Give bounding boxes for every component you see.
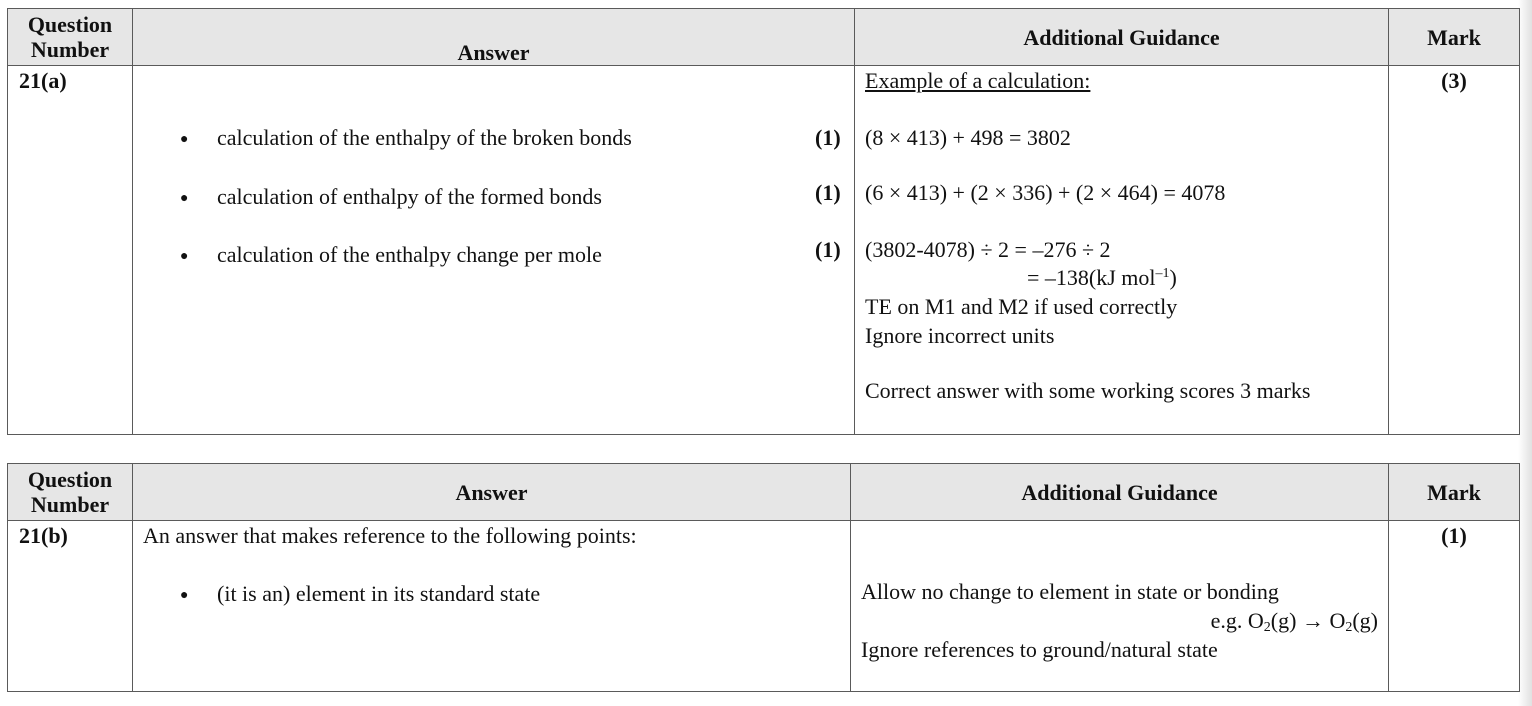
- header-answer: Answer: [133, 464, 851, 521]
- guidance-calc-broken: (8 × 413) + 498 = 3802: [865, 125, 1071, 150]
- guidance-te-note: TE on M1 and M2 if used correctly: [865, 294, 1178, 319]
- answer-point-3: calculation of the enthalpy change per mole: [217, 242, 602, 267]
- table-row: [8, 66, 1520, 435]
- guidance-allow: Allow no change to element in state or bonding: [861, 579, 1279, 604]
- guidance-ignore: Ignore references to ground/natural state: [861, 637, 1218, 662]
- answer-point-1: (it is an) element in its standard state: [217, 581, 541, 606]
- example-subscript-2: 2: [1345, 620, 1353, 635]
- result-value: = –138(kJ mol: [1027, 265, 1156, 290]
- bullet: ●: [180, 588, 189, 603]
- total-mark: (3): [1389, 66, 1520, 435]
- answer-cell: [133, 521, 851, 692]
- example-end: (g): [1352, 608, 1378, 633]
- bullet: ●: [180, 132, 189, 147]
- header-question-number: Question Number: [8, 9, 133, 66]
- question-number: 21(a): [8, 66, 133, 435]
- header-mark: Mark: [1389, 464, 1520, 521]
- header-mark: Mark: [1389, 9, 1520, 66]
- answer-intro: An answer that makes reference to the following points:: [143, 523, 637, 548]
- total-mark: (1): [1389, 521, 1520, 692]
- example-subscript-1: 2: [1263, 620, 1271, 635]
- guidance-calc-change: (3802-4078) ÷ 2 = –276 ÷ 2: [865, 237, 1111, 262]
- header-question-number: Question Number: [8, 464, 133, 521]
- mark-scheme-table-21b: [7, 463, 1520, 692]
- example-prefix: e.g. O: [1210, 608, 1264, 633]
- guidance-cell: [855, 66, 1389, 435]
- answer-point-3-mark: (1): [815, 237, 841, 262]
- answer-point-2-mark: (1): [815, 180, 841, 205]
- answer-cell: [133, 66, 855, 435]
- table-header-row: [8, 464, 1520, 521]
- table-row: [8, 521, 1520, 692]
- guidance-example: [1211, 608, 1378, 634]
- guidance-calc-result: [1027, 265, 1177, 291]
- answer-point-1: calculation of the enthalpy of the broken bonds: [217, 125, 632, 150]
- guidance-cell: [851, 521, 1389, 692]
- bullet: ●: [180, 249, 189, 264]
- question-number: 21(b): [8, 521, 133, 692]
- guidance-calc-formed: (6 × 413) + (2 × 336) + (2 × 464) = 4078: [865, 180, 1226, 205]
- guidance-example-heading: Example of a calculation:: [865, 68, 1091, 93]
- result-exponent: –1: [1155, 266, 1170, 281]
- result-close: ): [1169, 265, 1177, 290]
- example-middle: (g) → O: [1270, 608, 1346, 633]
- mark-scheme-table-21a: [7, 8, 1520, 435]
- header-additional-guidance: Additional Guidance: [855, 9, 1389, 66]
- bullet: ●: [180, 191, 189, 206]
- table-header-row: [8, 9, 1520, 66]
- answer-point-1-mark: (1): [815, 125, 841, 150]
- page-edge-shadow: [1518, 0, 1532, 706]
- header-additional-guidance: Additional Guidance: [851, 464, 1389, 521]
- header-answer: Answer: [133, 9, 855, 66]
- answer-point-2: calculation of enthalpy of the formed bonds: [217, 184, 602, 209]
- guidance-units-note: Ignore incorrect units: [865, 323, 1055, 348]
- guidance-correct-note: Correct answer with some working scores 3 marks: [865, 378, 1311, 403]
